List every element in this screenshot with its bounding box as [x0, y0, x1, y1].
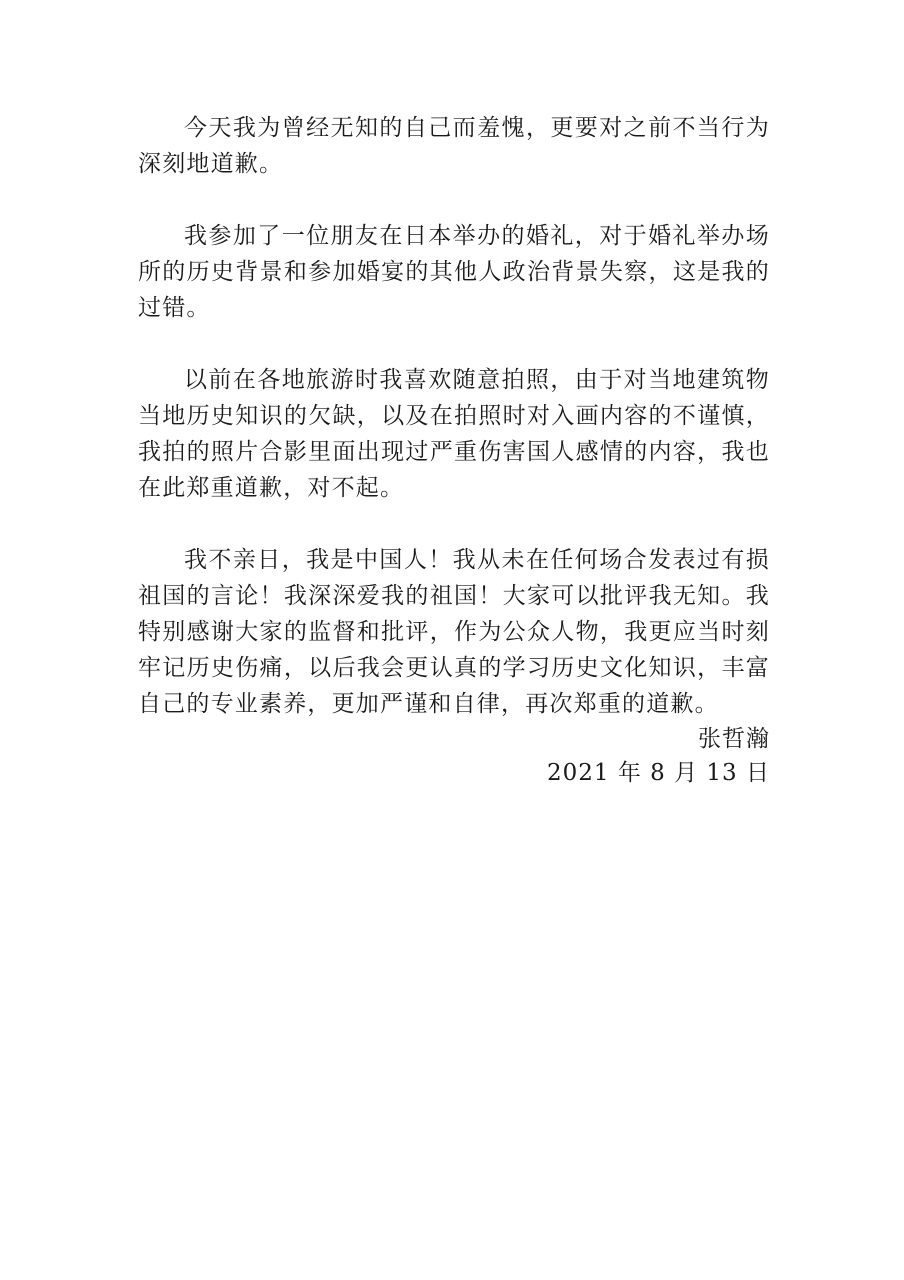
signature-block — [547, 722, 770, 790]
paragraph-3: 以前在各地旅游时我喜欢随意拍照，由于对当地建筑物当地历史知识的欠缺，以及在拍照时对入画内容的不谨慎，我拍的照片合影里面出现过严重伤害国人感情的内容，我也在此郑重道歉，对不起。 — [138, 367, 770, 501]
letter-body — [138, 110, 770, 758]
paragraph-1: 今天我为曾经无知的自己而羞愧，更要对之前不当行为深刻地道歉。 — [138, 115, 770, 177]
paragraph-2: 我参加了一位朋友在日本举办的婚礼，对于婚礼举办场所的历史背景和参加婚宴的其他人政治背景失察，这是我的过错。 — [138, 223, 770, 321]
signature-date: 2021 年 8 月 13 日 — [547, 760, 770, 786]
signature-name: 张哲瀚 — [698, 726, 770, 752]
paragraph-4: 我不亲日，我是中国人！我从未在任何场合发表过有损祖国的言论！我深深爱我的祖国！大家可以批评我无知。我特别感谢大家的监督和批评，作为公众人物，我更应当时刻牢记历史伤痛，以后我会更认真的学习历史文化知识，丰富自己的专业素养，更加严谨和自律，再次郑重的道歉。 — [138, 547, 770, 717]
